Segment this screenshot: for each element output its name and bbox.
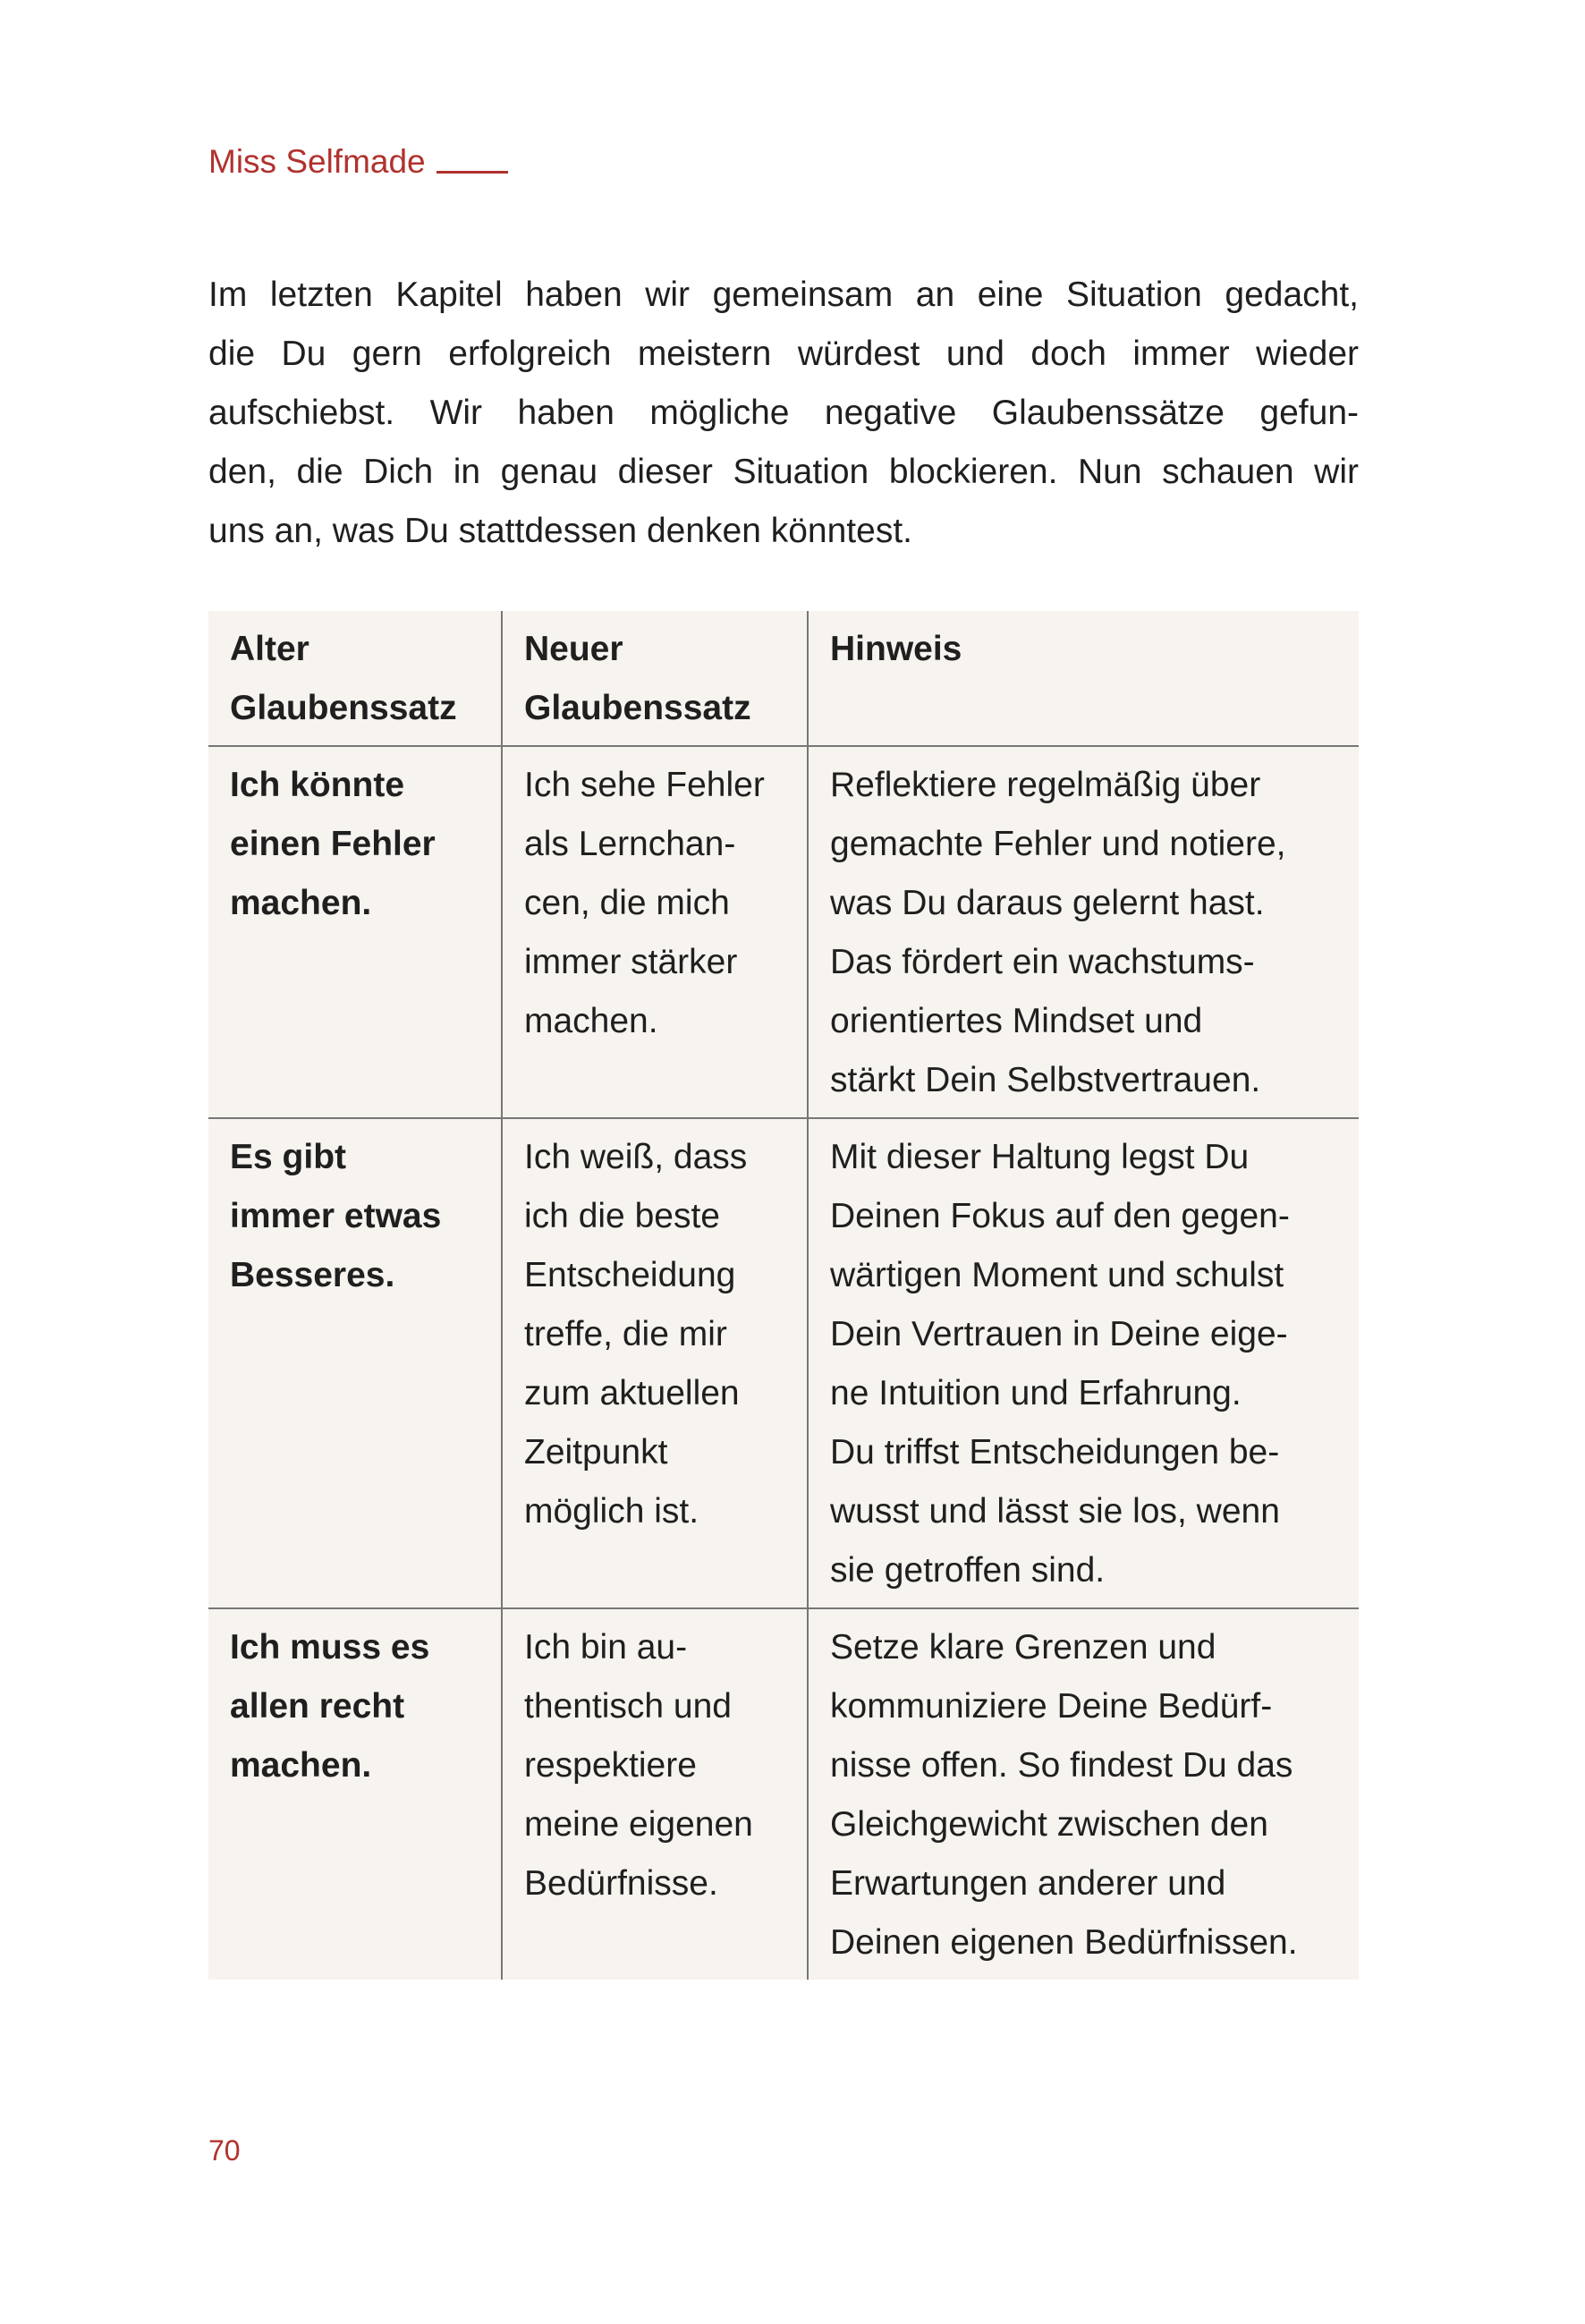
body-paragraph [208, 266, 1359, 561]
old-belief-cell: Ich muss es allen recht machen. [208, 1608, 502, 1980]
page-number: 70 [208, 2134, 241, 2167]
beliefs-table [208, 611, 1359, 1980]
hint-cell: Setze klare Grenzen und kommuniziere Deine Bedürf- nisse offen. So findest Du das Gleichgewicht zwischen den Erwartungen anderer und Deinen eigenen Bedürfnissen. [808, 1608, 1359, 1980]
table-header-row [208, 611, 1359, 746]
old-belief-cell: Es gibt immer etwas Besseres. [208, 1118, 502, 1608]
hint-cell: Mit dieser Haltung legst Du Deinen Fokus auf den gegen- wärtigen Moment und schulst Dein Vertrauen in Deine eige- ne Intuition und Erfahrung. Du triffst Entscheidungen be- wusst und lässt sie los, wenn sie getroffen sind. [808, 1118, 1359, 1608]
header-rule [437, 171, 508, 174]
table-row [208, 746, 1359, 1118]
hint-cell: Reflektiere regelmäßig über gemachte Fehler und notiere, was Du daraus gelernt hast. Das fördert ein wachstums- orientiertes Mindset und stärkt Dein Selbstvertrauen. [808, 746, 1359, 1118]
new-belief-cell: Ich sehe Fehler als Lernchan- cen, die mich immer stärker machen. [502, 746, 808, 1118]
table-row [208, 1118, 1359, 1608]
body-line: aufschiebst. Wir haben mögliche negative Glaubenssätze gefun- [208, 394, 1359, 432]
body-line: die Du gern erfolgreich meistern würdest und doch immer wieder [208, 335, 1359, 373]
running-head [208, 143, 508, 181]
new-belief-cell: Ich weiß, dass ich die beste Entscheidung treffe, die mir zum aktuellen Zeitpunkt möglich ist. [502, 1118, 808, 1608]
header-new-belief: Neuer Glaubenssatz [502, 611, 808, 746]
header-old-belief: Alter Glaubenssatz [208, 611, 502, 746]
body-line: uns an, was Du stattdessen denken könntest. [208, 512, 912, 550]
book-title: Miss Selfmade [208, 143, 426, 180]
body-line: den, die Dich in genau dieser Situation blockieren. Nun schauen wir [208, 453, 1359, 491]
header-hint: Hinweis [808, 611, 1359, 746]
table-row [208, 1608, 1359, 1980]
new-belief-cell: Ich bin au- thentisch und respektiere meine eigenen Bedürfnisse. [502, 1608, 808, 1980]
old-belief-cell: Ich könnte einen Fehler machen. [230, 766, 436, 922]
body-line: Im letzten Kapitel haben wir gemeinsam an eine Situation gedacht, [208, 276, 1359, 314]
